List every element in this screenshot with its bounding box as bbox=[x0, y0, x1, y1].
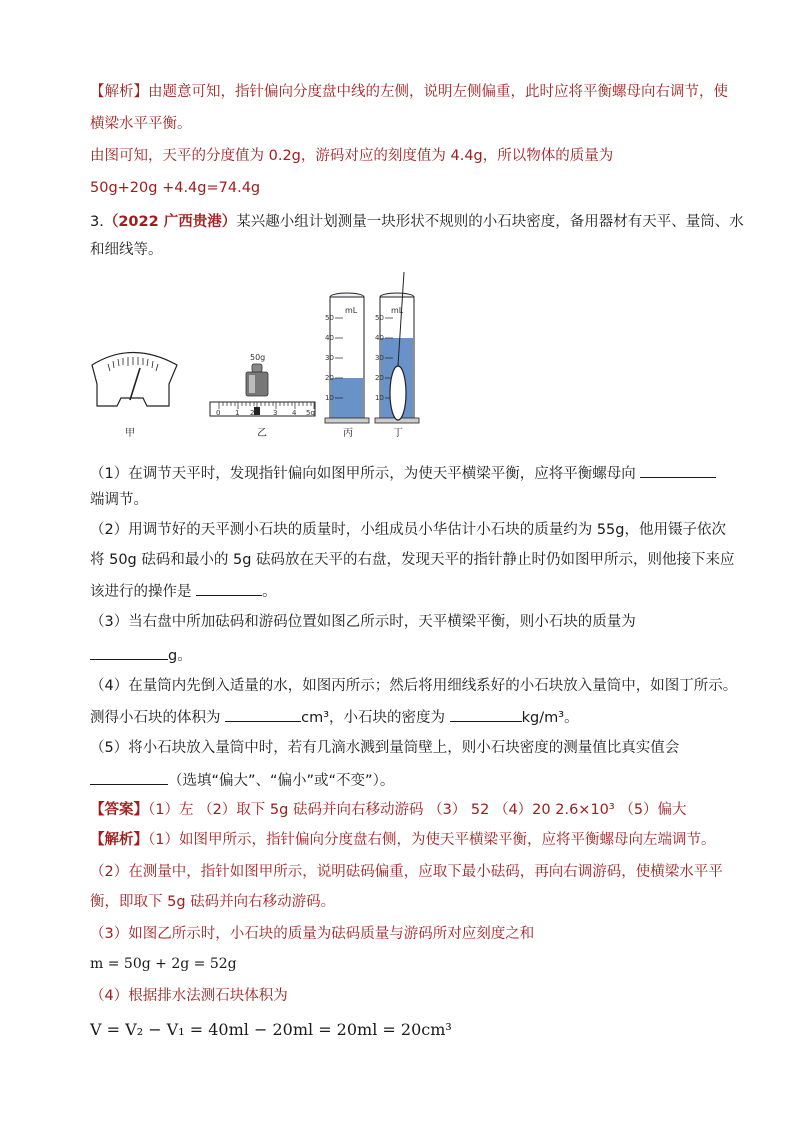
cylinder-tick-10: 10 bbox=[325, 394, 334, 402]
figure-label-jia: 甲 bbox=[125, 428, 135, 439]
cylinder2-tick-20: 20 bbox=[375, 374, 384, 382]
prev-analysis-line2: 横梁水平平衡。 bbox=[90, 116, 192, 132]
answer-tag: 【答案】 bbox=[90, 802, 148, 818]
question-number: 3. bbox=[90, 214, 104, 230]
figure-label-bing: 丙 bbox=[343, 428, 353, 439]
analysis-tag: 【解析】 bbox=[90, 84, 148, 100]
ruler-tick-5g: 5g bbox=[306, 409, 315, 417]
analysis-line4: （3）如图乙所示时，小石块的质量为砝码质量与游码所对应刻度之和 bbox=[90, 926, 535, 942]
slider-rider bbox=[254, 407, 260, 415]
analysis-text-1: （1）如图甲所示，指针偏向分度盘右侧，为使天平横梁平衡，应将平衡螺母向左端调节。 bbox=[148, 832, 716, 848]
cylinder-tick-30: 30 bbox=[325, 354, 334, 362]
part-3-line1: （3）当右盘中所加砝码和游码位置如图乙所示时，天平横梁平衡，则小石块的质量为 bbox=[90, 614, 636, 630]
ruler-tick-4: 4 bbox=[292, 409, 297, 417]
part-5-line2 bbox=[90, 769, 394, 791]
cylinder2-tick-50: 50 bbox=[375, 314, 384, 322]
blank-4b[interactable] bbox=[450, 706, 522, 722]
part-4-text-c: kg/m³。 bbox=[521, 710, 579, 726]
blank-3[interactable] bbox=[90, 644, 168, 660]
part-2-line3 bbox=[90, 580, 277, 602]
stone bbox=[390, 366, 406, 420]
question-stem: 某兴趣小组计划测量一块形状不规则的小石块密度，备用器材有天平、量筒、水 bbox=[236, 214, 744, 230]
ruler-tick-3: 3 bbox=[273, 409, 278, 417]
figure-label-yi: 乙 bbox=[257, 428, 267, 439]
part-1-text: （1）在调节天平时，发现指针偏向如图甲所示，为使天平横梁平衡，应将平衡螺母向 bbox=[90, 466, 636, 482]
ruler-tick-1: 1 bbox=[235, 409, 240, 417]
blank-4a[interactable] bbox=[225, 706, 301, 722]
blank-1[interactable] bbox=[640, 462, 716, 478]
figure-bing-cylinder bbox=[325, 293, 369, 423]
cylinder-unit: mL bbox=[345, 306, 358, 315]
analysis-tag-2: 【解析】 bbox=[90, 832, 148, 848]
part-4-text-a: 测得小石块的体积为 bbox=[90, 710, 221, 726]
equation-mass: m = 50g + 2g = 52g bbox=[90, 956, 237, 972]
question-3-stem-line2: 和细线等。 bbox=[90, 242, 163, 258]
cylinder-tick-50: 50 bbox=[325, 314, 334, 322]
cylinder-tick-20: 20 bbox=[325, 374, 334, 382]
figure-ding-cylinder bbox=[375, 272, 419, 423]
blank-5[interactable] bbox=[90, 769, 168, 785]
analysis-line2: （2）在测量中，指针如图甲所示，说明砝码偏重，应取下最小砝码，再向右调游码，使横梁水平平 bbox=[90, 864, 723, 880]
figure-yi-weight bbox=[246, 353, 268, 396]
cylinder2-tick-30: 30 bbox=[375, 354, 384, 362]
cylinder2-tick-10: 10 bbox=[375, 394, 384, 402]
part-2-line1: （2）用调节好的天平测小石块的质量时，小组成员小华估计小石块的质量约为 55g，他用镊子依次 bbox=[90, 522, 726, 538]
part-5-line1: （5）将小石块放入量筒中时，若有几滴水溅到量筒壁上，则小石块密度的测量值比真实值会 bbox=[90, 740, 680, 756]
part-1-line1 bbox=[90, 462, 716, 484]
blank-2[interactable] bbox=[196, 580, 262, 596]
part-5-end: （选填“偏大”、“偏小”或“不变”）。 bbox=[168, 773, 395, 789]
question-source: （2022 广西贵港） bbox=[103, 214, 237, 230]
weight-label: 50g bbox=[250, 353, 266, 362]
part-2-line2: 将 50g 砝码和最小的 5g 砝码放在天平的右盘，发现天平的指针静止时仍如图甲所示，则他接下来应 bbox=[90, 552, 735, 568]
part-2-end: 。 bbox=[262, 584, 277, 600]
prev-analysis-line1 bbox=[90, 82, 728, 102]
experiment-figure bbox=[85, 268, 435, 448]
cylinder-tick-40: 40 bbox=[325, 334, 334, 342]
prev-analysis-line3: 由图可知，天平的分度值为 0.2g，游码对应的刻度值为 4.4g，所以物体的质量为 bbox=[90, 148, 614, 164]
analysis-text: 由题意可知，指针偏向分度盘中线的左侧，说明左侧偏重，此时应将平衡螺母向右调节，使 bbox=[148, 84, 728, 100]
equation-volume: V = V₂ − V₁ = 40ml − 20ml = 20ml = 20cm³ bbox=[90, 1020, 452, 1039]
part-3-end: g。 bbox=[168, 648, 192, 664]
analysis-line3: 衡，即取下 5g 砝码并向右移动游码。 bbox=[90, 894, 336, 910]
question-3-stem-line1 bbox=[90, 212, 744, 232]
prev-analysis-line4: 50g+20g +4.4g=74.4g bbox=[90, 180, 261, 196]
part-2-text: 该进行的操作是 bbox=[90, 584, 192, 600]
figure-yi-ruler bbox=[210, 402, 315, 417]
ruler-tick-0: 0 bbox=[216, 409, 221, 417]
part-1-line2: 端调节。 bbox=[90, 492, 148, 508]
part-4-line1: （4）在量筒内先倒入适量的水，如图丙所示；然后将用细线系好的小石块放入量筒中，如图丁所示。 bbox=[90, 678, 738, 694]
cylinder-unit-2: mL bbox=[391, 306, 404, 315]
cylinder2-tick-40: 40 bbox=[375, 334, 384, 342]
part-4-text-b: cm³，小石块的密度为 bbox=[301, 710, 446, 726]
figure-label-ding: 丁 bbox=[393, 428, 403, 439]
part-3-line2 bbox=[90, 644, 192, 666]
part-4-line2 bbox=[90, 706, 579, 728]
answer-line bbox=[90, 800, 687, 820]
analysis-line5: （4）根据排水法测石块体积为 bbox=[90, 988, 288, 1004]
ruler-tick-2: 2 bbox=[250, 409, 255, 417]
figure-jia-dial bbox=[92, 353, 177, 407]
answer-text: （1）左 （2）取下 5g 砝码并向右移动游码 （3） 52 （4）20 2.6×10³ （5）偏大 bbox=[148, 802, 687, 818]
analysis-line1 bbox=[90, 830, 715, 850]
